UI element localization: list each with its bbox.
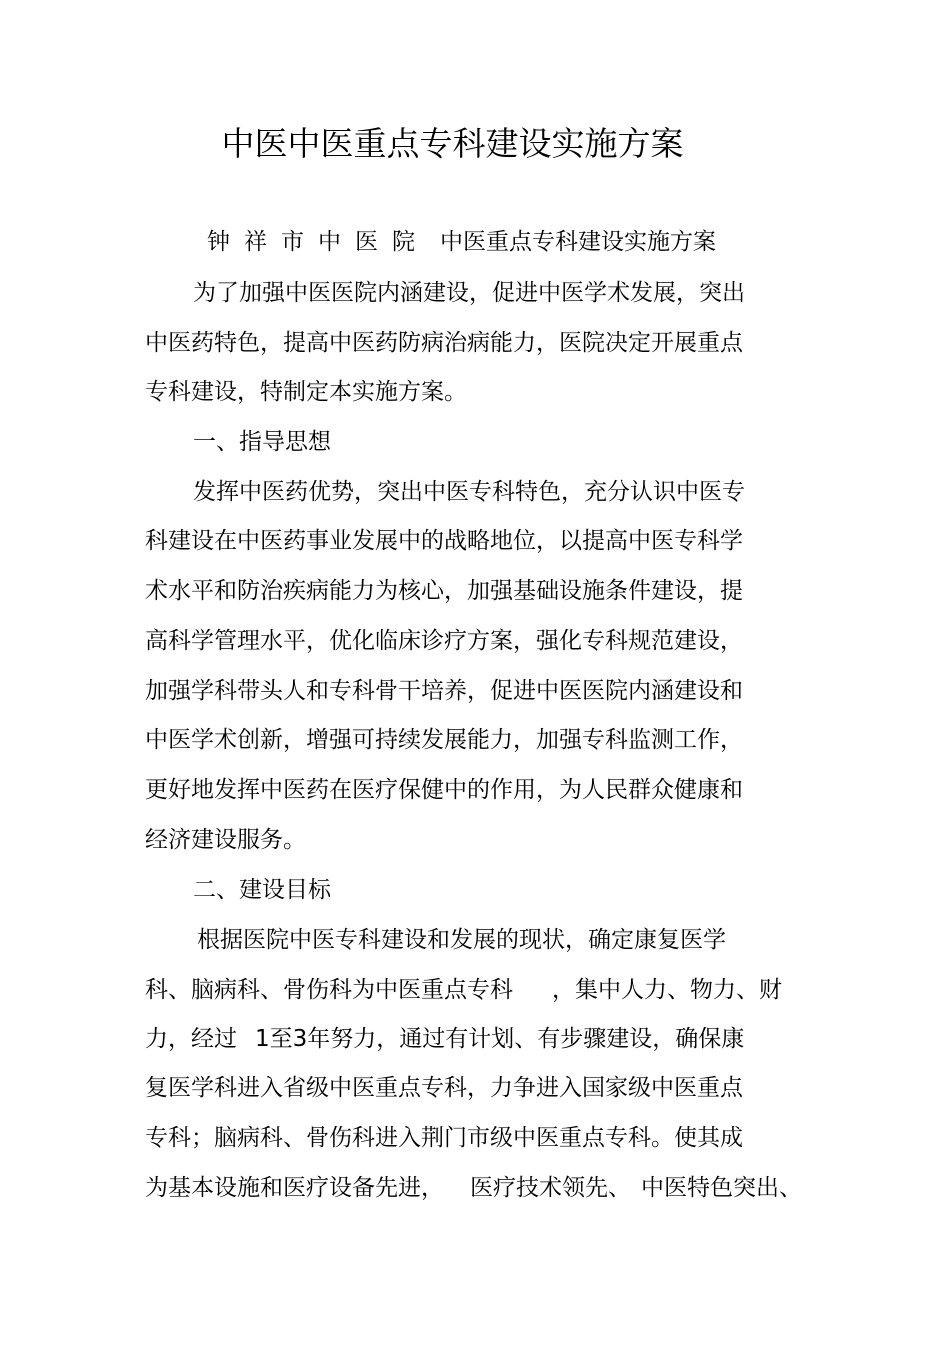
paragraph-line: 为了加强中医医院内涵建设，促进中医学术发展，突出 bbox=[193, 280, 745, 306]
paragraph-line-part: 为基本设施和医疗设备先进， bbox=[145, 1175, 444, 1201]
hospital-name: 钟祥市中医院 bbox=[207, 229, 429, 255]
paragraph-line-part: 中医特色突出、 bbox=[641, 1175, 802, 1201]
paragraph-line: 发挥中医药优势，突出中医专科特色，充分认识中医专 bbox=[193, 479, 745, 505]
paragraph-line: 专科；脑病科、骨伤科进入荆门市级中医重点专科。使其成 bbox=[145, 1125, 743, 1151]
paragraph-line-part: 医疗技术领先、 bbox=[470, 1175, 631, 1201]
paragraph-line: 复医学科进入省级中医重点专科，力争进入国家级中医重点 bbox=[145, 1075, 743, 1101]
paragraph-line: 中医药特色，提高中医药防病治病能力，医院决定开展重点 bbox=[145, 330, 743, 356]
paragraph-line: 科建设在中医药事业发展中的战略地位，以提高中医专科学 bbox=[145, 528, 743, 554]
section-heading: 二、建设目标 bbox=[193, 877, 331, 903]
paragraph-line: 加强学科带头人和专科骨干培养，促进中医医院内涵建设和 bbox=[145, 678, 743, 704]
paragraph-line-part: ，集中人力、物力、财 bbox=[552, 977, 782, 1003]
paragraph-line-part: 科、脑病科、骨伤科为中医重点专科 bbox=[145, 977, 513, 1003]
paragraph-line: 经济建设服务。 bbox=[145, 827, 306, 853]
paragraph-line: 专科建设，特制定本实施方案。 bbox=[145, 379, 467, 405]
paragraph-line: 术水平和防治疾病能力为核心，加强基础设施条件建设，提 bbox=[145, 578, 743, 604]
paragraph-line-part: 1至3年努力，通过有计划、有步骤建设，确保康 bbox=[255, 1026, 745, 1052]
paragraph-line: 更好地发挥中医药在医疗保健中的作用，为人民群众健康和 bbox=[145, 777, 743, 803]
paragraph-line-part: 力，经过 bbox=[145, 1026, 237, 1052]
section-heading: 一、指导思想 bbox=[193, 429, 331, 455]
paragraph-line: 根据医院中医专科建设和发展的现状，确定康复医学 bbox=[197, 927, 726, 953]
paragraph-line: 高科学管理水平，优化临床诊疗方案，强化专科规范建设， bbox=[145, 628, 743, 654]
plan-subtitle: 中医重点专科建设实施方案 bbox=[440, 229, 716, 255]
document-title: 中医中医重点专科建设实施方案 bbox=[221, 124, 684, 163]
paragraph-line: 中医学术创新，增强可持续发展能力，加强专科监测工作， bbox=[145, 727, 743, 753]
